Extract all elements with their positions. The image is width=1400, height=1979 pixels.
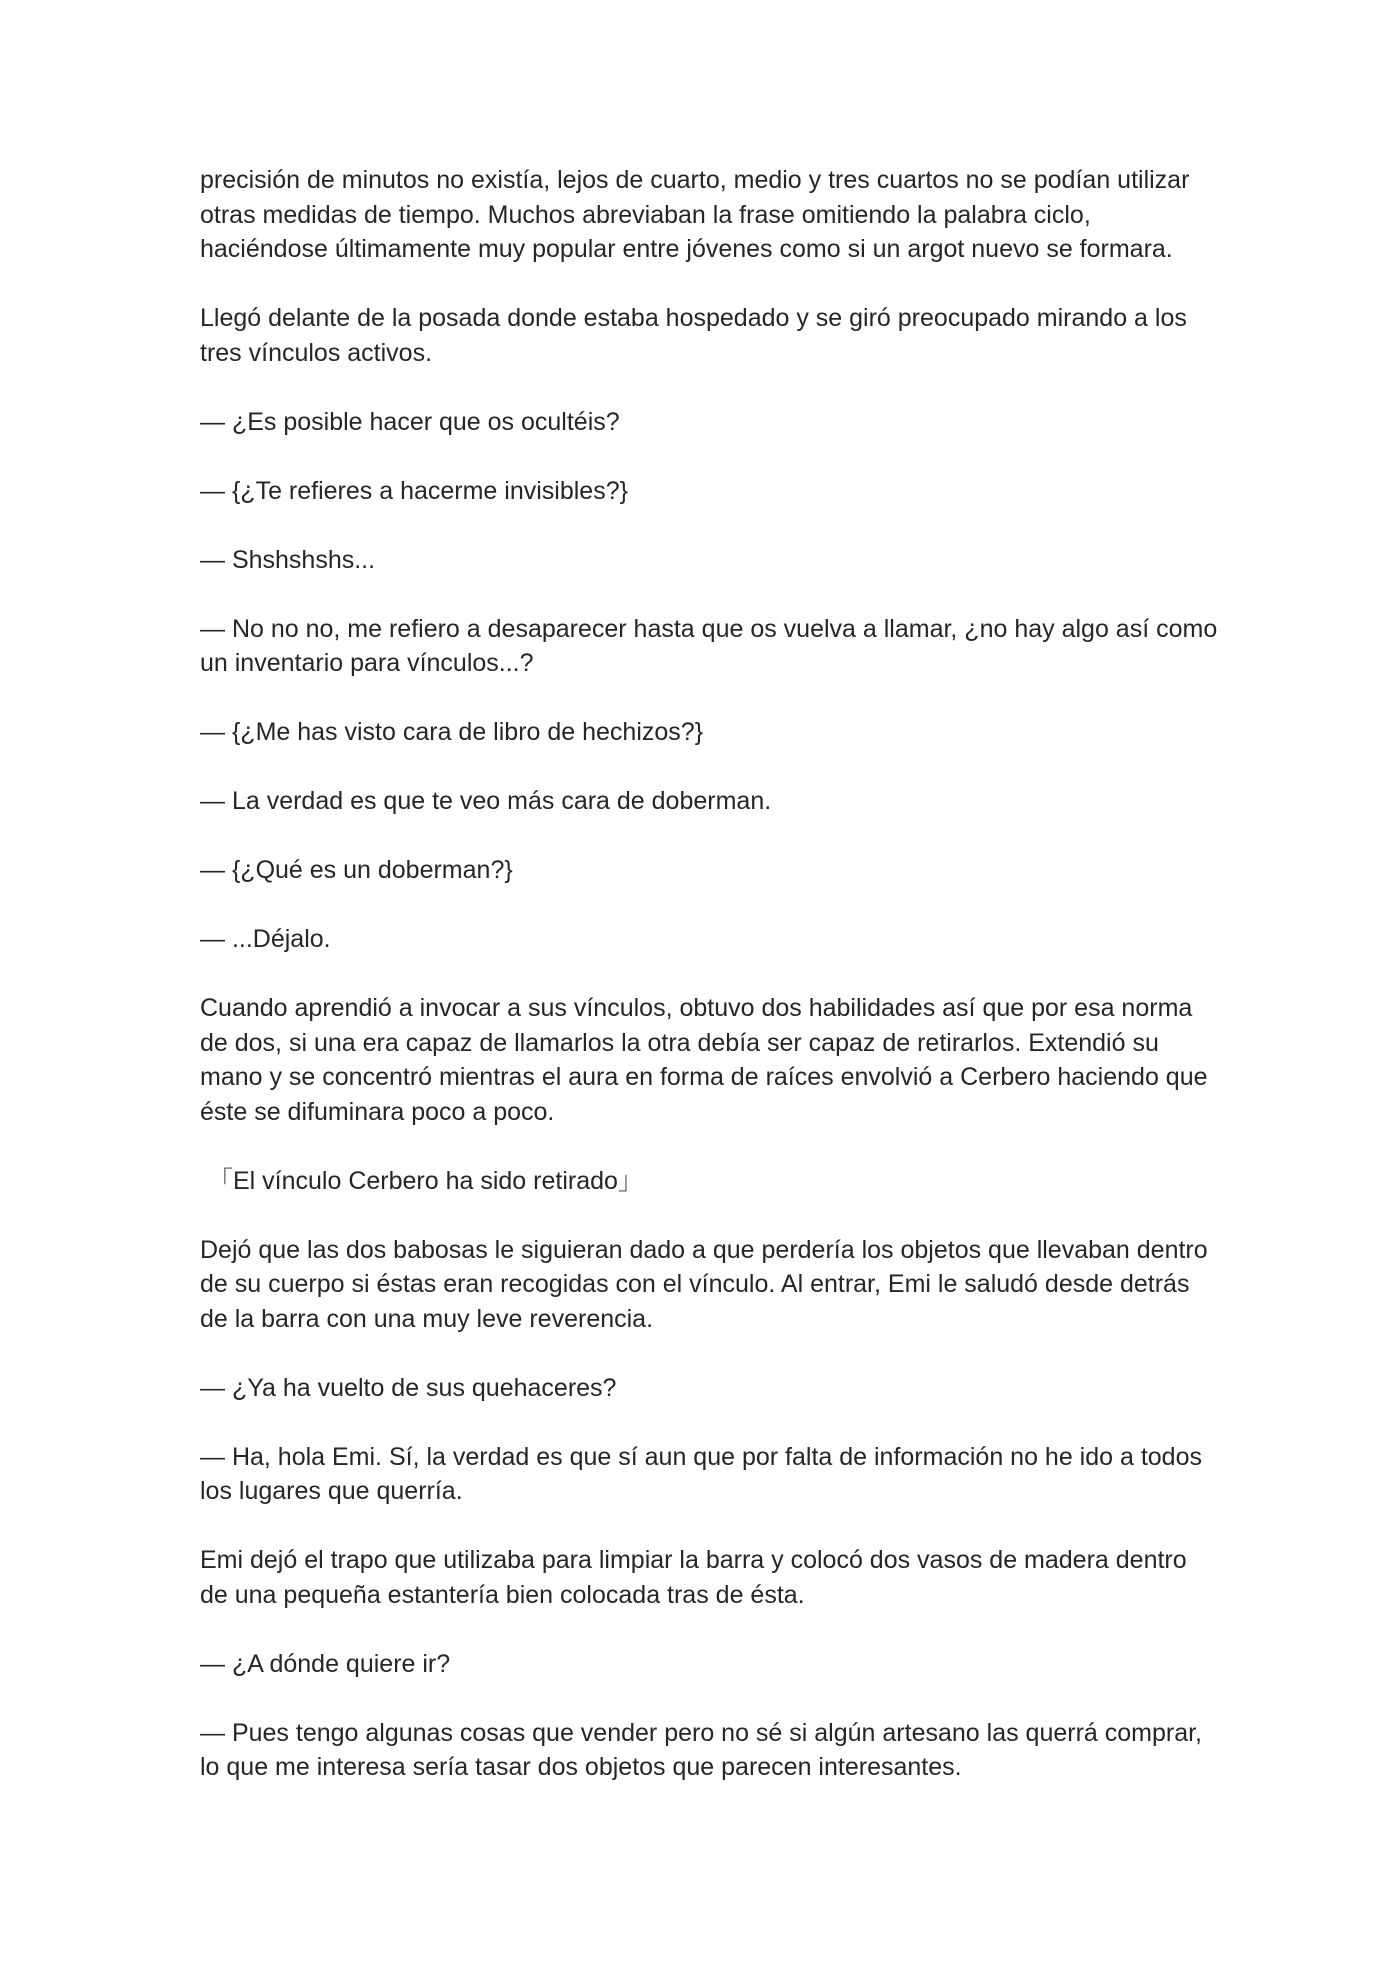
paragraph-time-measures: precisión de minutos no existía, lejos de cuarto, medio y tres cuartos no se podían utilizar otras medidas de tiempo. Muchos abreviaban la frase omitiendo la palabra ciclo, haciéndose últimamente muy popular entre jóvenes como si un argot nuevo se formara.: [200, 166, 1190, 263]
paragraph-slimes-follow: Dejó que las dos babosas le siguieran dado a que perdería los objetos que llevaban dentro de su cuerpo si éstas eran recogidas con el vínculo. Al entrar, Emi le saludó desde detrás de la barra con una muy leve reverencia.: [200, 1235, 1208, 1333]
dialogue-line: — ¿Ya ha vuelto de sus quehaceres?: [200, 1373, 617, 1402]
paragraph-emi-cleaning: Emi dejó el trapo que utilizaba para limpiar la barra y colocó dos vasos de madera dentro de una pequeña estantería bien colocada tras de ésta.: [200, 1546, 1187, 1609]
dialogue-line: — Ha, hola Emi. Sí, la verdad es que sí aun que por falta de información no he ido a todos los lugares que querría.: [200, 1442, 1202, 1505]
system-notice: 「El vínculo Cerbero ha sido retirado」: [208, 1166, 643, 1195]
dialogue-line: — {¿Me has visto cara de libro de hechizos?}: [200, 718, 704, 746]
dialogue-line: — ...Déjalo.: [200, 925, 331, 953]
dialogue-line: — {¿Te refieres a hacerme invisibles?}: [200, 476, 628, 505]
dialogue-line: — ¿A dónde quiere ir?: [200, 1649, 451, 1678]
dialogue-line: — La verdad es que te veo más cara de doberman.: [200, 787, 772, 815]
dialogue-line: — {¿Qué es un doberman?}: [200, 856, 513, 884]
text-column: [200, 163, 1220, 1785]
dialogue-line: — ¿Es posible hacer que os ocultéis?: [200, 407, 620, 436]
paragraph-arrival-inn: Llegó delante de la posada donde estaba hospedado y se giró preocupado mirando a los tres vínculos activos.: [200, 304, 1187, 367]
dialogue-line: — No no no, me refiero a desaparecer hasta que os vuelva a llamar, ¿no hay algo así como un inventario para vínculos...?: [200, 614, 1218, 677]
dialogue-line: — Pues tengo algunas cosas que vender pero no sé si algún artesano las querrá comprar, lo que me interesa sería tasar dos objetos que parecen interesantes.: [200, 1718, 1203, 1781]
dialogue-line: — Shshshshs...: [200, 545, 376, 574]
paragraph-bond-skills: Cuando aprendió a invocar a sus vínculos, obtuvo dos habilidades así que por esa norma de dos, si una era capaz de llamarlos la otra debía ser capaz de retirarlos. Extendió su mano y se concentró mientras el aura en forma de raíces envolvió a Cerbero haciendo que éste se difuminara poco a poco.: [200, 994, 1208, 1126]
